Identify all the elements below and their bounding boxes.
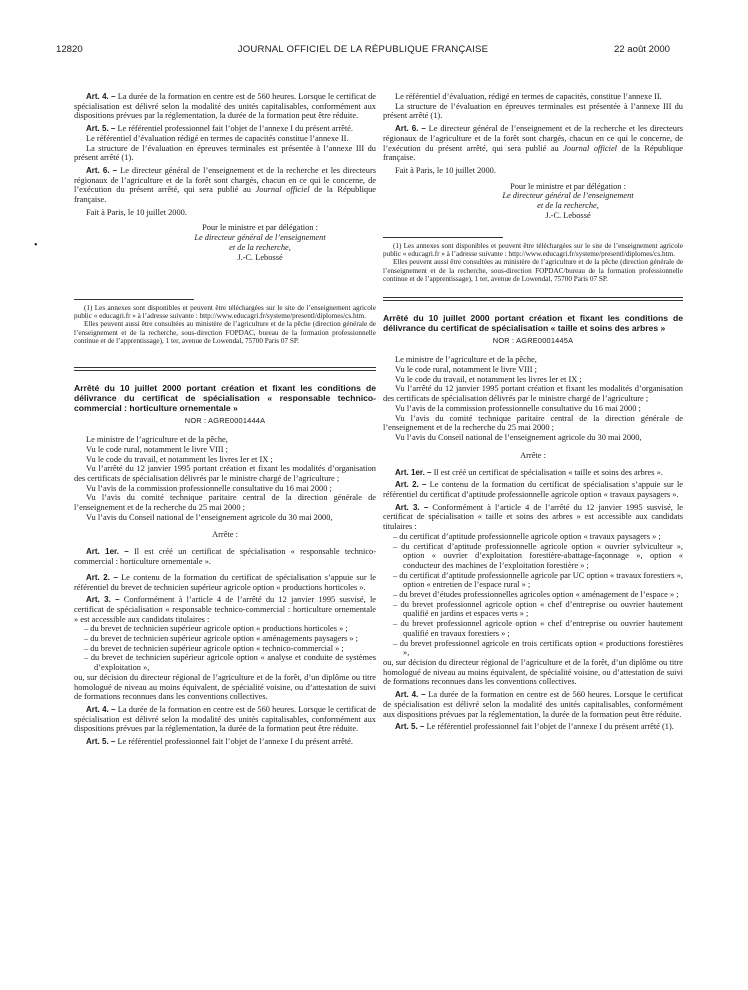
section-rule: [74, 370, 376, 371]
paragraph: ou, sur décision du directeur régional de l’agriculture et de la forêt, d’un diplôme ou titre homologué de niveau au moins équivalent, de spécialité voisine, ou d’attestation de suivi de formations reconnues dans les conventions collectives.: [74, 672, 376, 702]
decree-title: Arrêté du 10 juillet 2000 portant création et fixant les conditions de délivrance du certificat de spécialisation « responsable technico-commercial : horticulture ornementale »: [74, 383, 376, 414]
list-item: – du brevet d’études professionnelles agricoles option « aménagement de l’espace » ;: [393, 590, 679, 600]
article-2: Art. 2. – Le contenu de la formation du certificat de spécialisation s’appuie sur le référentiel du brevet de technicien supérieur agricole option « productions horticoles ».: [74, 572, 376, 592]
footnote: Elles peuvent aussi être consultées au ministère de l’agriculture et de la pêche (direction générale de l’enseignement et de la recherche, sous-direction FOPDAC, bureau de la formation professionnelle continue et de l’apprentissage), 1 ter, avenue de Lowendal, 75700 Paris 07 SP.: [74, 320, 376, 345]
visa: Vu le code du travail, et notamment les livres Ier et IX ;: [395, 374, 582, 384]
paragraph: ou, sur décision du directeur régional de l’agriculture et de la forêt, d’un diplôme ou titre homologué de niveau au moins équivalent, de spécialité voisine, ou d’attestation de suivi de formations reconnues dans les conventions collectives.: [383, 657, 683, 687]
article-6-previous: Art. 6. – Le directeur général de l’enseignement et de la recherche et les directeurs régionaux de l’agriculture et de la forêt sont chargés, chacun en ce qui le concerne, de l’exécution du présent arrêté, qui sera publié au Journal officiel de la République française.: [383, 124, 684, 163]
footnote-rule: [383, 237, 503, 238]
issue-date: 22 août 2000: [613, 44, 670, 55]
visa: Vu l’avis du Conseil national de l’enseignement agricole du 30 mai 2000,: [395, 432, 642, 442]
right-column: [383, 92, 683, 732]
list-item: – du brevet professionnel agricole en trois certificats option « productions forestières »,: [393, 638, 683, 658]
paragraph: Le référentiel d’évaluation, rédigé en termes de capacités, constitue l’annexe II.: [395, 92, 662, 101]
fait-a-paris: Fait à Paris, le 10 juillet 2000.: [395, 165, 496, 175]
list-item: – du certificat d’aptitude professionnelle agricole option « ouvrier sylviculteur », option « ouvrier d’exploitation forestière-abattage-façonnage », option « conducteur des machines de l’exploitation forestière » ;: [393, 541, 683, 570]
paragraph: Le référentiel d’évaluation rédigé en termes de capacités constitue l’annexe II.: [86, 133, 349, 143]
visa: Vu le code rural, notamment le livre VIII ;: [395, 365, 537, 374]
paragraph: La structure de l’évaluation en épreuves terminales est présentée à l’annexe III du présent arrêté (1).: [383, 101, 683, 121]
article-5: Art. 5. – Le référentiel professionnel fait l’objet de l’annexe I du présent arrêté (1).: [395, 722, 674, 732]
list-item: – du brevet de technicien supérieur agricole option « analyse et conduite de systèmes d’exploitation »,: [84, 653, 376, 673]
list-item: – du brevet de technicien supérieur agricole option « aménagements paysagers » ;: [84, 634, 358, 644]
article-1: Art. 1er. – Il est créé un certificat de spécialisation « responsable technico-commercial : horticulture ornementale ».: [74, 547, 377, 567]
page-header: [56, 44, 670, 60]
visa: Vu l’avis de la commission professionnelle consultative du 16 mai 2000 ;: [395, 403, 641, 413]
decree-title: Arrêté du 10 juillet 2000 portant création et fixant les conditions de délivrance du certificat de spécialisation « taille et soins des arbres »: [383, 313, 683, 334]
list-item: – du brevet professionnel agricole option « chef d’entreprise ou ouvrier hautement qualifié en jardins et espaces verts » ;: [393, 599, 683, 619]
visa: Vu l’arrêté du 12 janvier 1995 portant création et fixant les modalités d’organisation des certificats de spécialisation délivrés par le ministre chargé de l’agriculture ;: [74, 464, 376, 483]
visa: Vu le code rural, notamment le livre VIII ;: [86, 444, 228, 454]
nor-reference: NOR : AGRE0001445A: [492, 336, 574, 346]
article-3: Art. 3. – Conformément à l’article 4 de l’arrêté du 12 janvier 1995 susvisé, le certificat de spécialisation « taille et soins des arbres » est accessible aux candidats titulaires :: [383, 502, 684, 532]
fait-a-paris: Fait à Paris, le 10 juillet 2000.: [86, 207, 187, 217]
article-3: Art. 3. – Conformément à l’article 4 de l’arrêté du 12 janvier 1995 susvisé, le certificat de spécialisation « responsable technico-commercial : horticulture ornementale » est accessible aux candidats titulaires :: [74, 595, 377, 624]
visa: Vu l’avis du comité technique paritaire central de la direction générale de l’enseignement et de la recherche du 25 mai 2000 ;: [74, 493, 376, 513]
list-item: – du certificat d’aptitude professionnelle agricole option « travaux paysagers » ;: [393, 531, 661, 541]
arrete-heading: Arrête :: [212, 530, 238, 540]
preamble: Le ministre de l’agriculture et de la pêche,: [86, 435, 228, 445]
visa: Vu l’avis de la commission professionnelle consultative du 16 mai 2000 ;: [86, 483, 332, 493]
article-5-previous: Art. 5. – Le référentiel professionnel fait l’objet de l’annexe I du présent arrêté.: [86, 124, 353, 134]
margin-dot: •: [34, 240, 38, 251]
section-rule: [383, 300, 683, 301]
list-item: – du brevet professionnel agricole option « chef d’entreprise ou ouvrier hautement qualifié en travaux forestiers » ;: [393, 619, 683, 638]
arrete-heading: Arrête :: [520, 450, 546, 460]
journal-title: JOURNAL OFFICIEL DE LA RÉPUBLIQUE FRANÇAISE: [237, 44, 489, 55]
nor-reference: NOR : AGRE0001444A: [184, 416, 266, 426]
section-rule: [74, 367, 376, 368]
footnote: Elles peuvent aussi être consultées au ministère de l’agriculture et de la pêche (direction générale de l’enseignement et de la recherche, sous-direction FOPDAC/bureau de la formation professionnelle continue et de l’apprentissage), 1 ter, avenue de Lowendal, 75700 Paris 07 SP.: [383, 258, 683, 283]
article-4-previous: Art. 4. – La durée de la formation en centre est de 560 heures. Lorsque le certificat de spécialisation est délivré selon la modalité des unités capitalisables, conformément aux dispositions prévues par la réglementation, la durée de la formation peut être réduite.: [74, 92, 377, 121]
signature-block: Pour le ministre et par délégation : Le directeur général de l’enseignement et de la recherche, J.-C. Lebossé: [194, 223, 326, 262]
left-column: [74, 92, 376, 747]
article-2: Art. 2. – Le contenu de la formation du certificat de spécialisation s’appuie sur le référentiel du certificat d’aptitude professionnelle agricole option « travaux paysagers ».: [383, 480, 684, 500]
signature-block: Pour le ministre et par délégation : Le directeur général de l’enseignement et de la recherche, J.-C. Lebossé: [502, 181, 634, 221]
visa: Vu l’arrêté du 12 janvier 1995 portant création et fixant les modalités d’organisation des certificats de spécialisation délivrés par le ministre chargé de l’agriculture ;: [383, 384, 683, 404]
preamble: Le ministre de l’agriculture et de la pêche,: [395, 355, 537, 365]
visa: Vu l’avis du comité technique paritaire central de la direction générale de l’enseignement et de la recherche du 25 mai 2000 ;: [383, 413, 683, 433]
page-number: 12820: [56, 44, 83, 55]
article-1: Art. 1er. – Il est créé un certificat de spécialisation « taille et soins des arbres ».: [395, 467, 663, 477]
list-item: – du brevet de technicien supérieur agricole option « technico-commercial » ;: [84, 643, 344, 653]
article-4: Art. 4. – La durée de la formation en centre est de 560 heures. Lorsque le certificat de spécialisation est délivré selon la modalité des unités capitalisables, conformément aux dispositions prévues par la réglementation, la durée de la formation peut être réduite.: [383, 690, 683, 719]
section-rule: [383, 297, 683, 298]
article-5: Art. 5. – Le référentiel professionnel fait l’objet de l’annexe I du présent arrêté.: [86, 737, 353, 747]
paragraph: La structure de l’évaluation en épreuves terminales est présentée à l’annexe III du présent arrêté (1).: [74, 143, 376, 163]
footnote: (1) Les annexes sont disponibles et peuvent être téléchargées sur le site de l’enseignement agricole public « educagri.fr » à l’adresse suivante : http://www.educagri.fr/systeme/presentl/diplomes/cs.htm.: [74, 303, 376, 320]
visa: Vu le code du travail, et notamment les livres Ier et IX ;: [86, 454, 273, 464]
article-4: Art. 4. – La durée de la formation en centre est de 560 heures. Lorsque le certificat de spécialisation est délivré selon la modalité des unités capitalisables, conformément aux dispositions prévues par la réglementation, la durée de la formation peut être réduite.: [74, 704, 377, 734]
footnote: (1) Les annexes sont disponibles et peuvent être téléchargées sur le site de l’enseignement agricole public « educagri.fr » à l’adresse suivante : http://www.educagri.fr/systeme/presentl/diplomes/cs.htm.: [383, 241, 683, 259]
list-item: – du certificat d’aptitude professionnelle agricole par UC option « travaux forestiers », option « entretien de l’espace rural » ;: [393, 570, 684, 590]
list-item: – du brevet de technicien supérieur agricole option « productions horticoles » ;: [84, 624, 348, 634]
visa: Vu l’avis du Conseil national de l’enseignement agricole du 30 mai 2000,: [86, 512, 333, 522]
footnote-rule: [74, 299, 194, 300]
article-6-previous: Art. 6. – Le directeur général de l’enseignement et de la recherche et les directeurs régionaux de l’agriculture et de la forêt sont chargés, chacun en ce qui le concerne, de l’exécution du présent arrêté, qui sera publié au Journal officiel de la République française.: [74, 165, 377, 205]
